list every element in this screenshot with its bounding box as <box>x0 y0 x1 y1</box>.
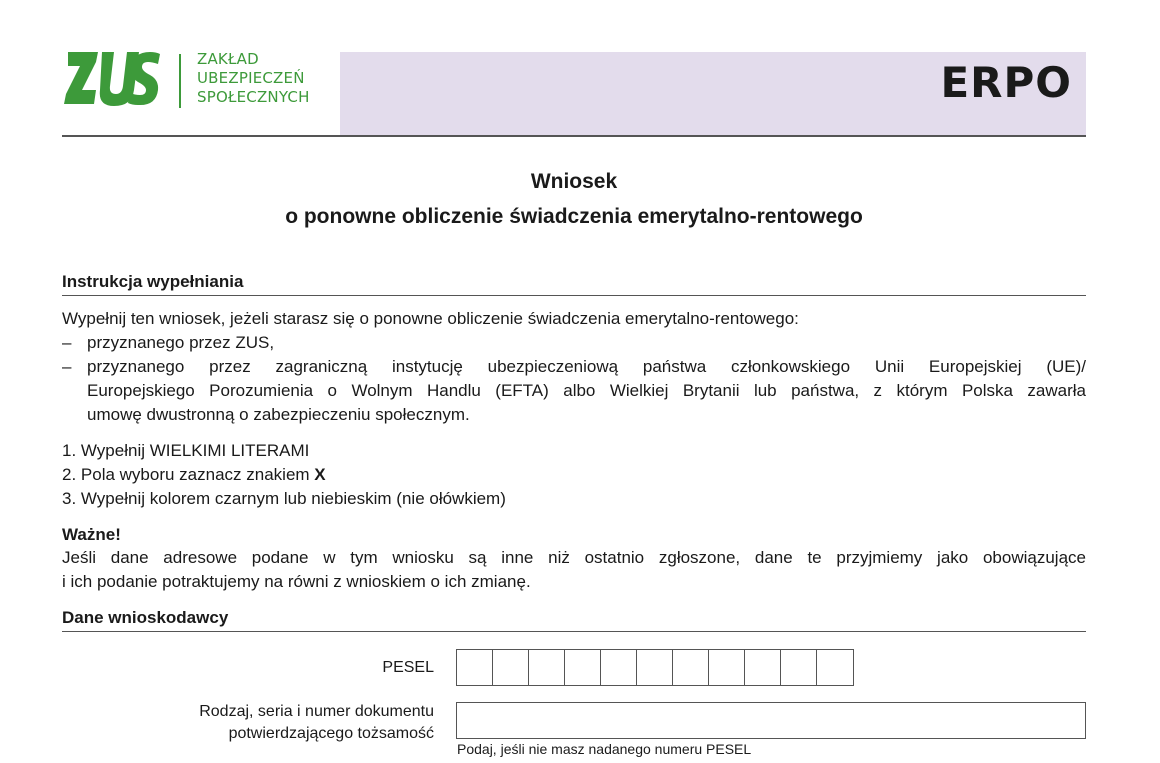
pesel-digit-cell[interactable] <box>745 650 781 685</box>
identity-document-hint: Podaj, jeśli nie masz nadanego numeru PESEL <box>457 741 752 757</box>
pesel-input[interactable] <box>456 649 854 686</box>
step-2 <box>62 463 326 487</box>
pesel-digit-cell[interactable] <box>817 650 853 685</box>
bullet-foreign-line-3: umowę dwustronną o zabezpieczeniu społecznym. <box>87 405 470 424</box>
bullet-dash-1: – <box>62 333 72 352</box>
pesel-digit-cell[interactable] <box>565 650 601 685</box>
step-2-text: 2. Pola wyboru zaznacz znakiem <box>62 465 315 484</box>
zus-logo <box>62 48 172 110</box>
pesel-digit-cell[interactable] <box>529 650 565 685</box>
header-rule <box>62 135 1086 137</box>
important-line-1: Jeśli dane adresowe podane w tym wniosku są inne niż ostatnio zgłoszone, dane te przyjmiemy jako obowiązujące <box>62 548 1086 567</box>
step-1: 1. Wypełnij WIELKIMI LITERAMI <box>62 441 310 460</box>
step-2-mark: X <box>314 465 326 484</box>
org-line-3: SPOŁECZNYCH <box>197 88 310 106</box>
form-title: Wniosek <box>530 170 618 193</box>
document-label-line-1: Rodzaj, seria i numer dokumentu <box>199 703 434 720</box>
instructions-intro: Wypełnij ten wniosek, jeżeli starasz się o ponowne obliczenie świadczenia emerytalno-rentowego: <box>62 309 799 328</box>
bullet-foreign-line-2: Europejskiego Porozumienia o Wolnym Handlu (EFTA) albo Wielkiej Brytanii lub państwa, z którym Polska zawarła <box>87 381 1086 400</box>
important-label: Ważne! <box>62 525 121 544</box>
step-3: 3. Wypełnij kolorem czarnym lub niebieskim (nie ołówkiem) <box>62 489 506 508</box>
pesel-digit-cell[interactable] <box>673 650 709 685</box>
form-code-banner <box>340 52 1086 136</box>
form-code: ERPO <box>940 58 1072 107</box>
pesel-digit-cell[interactable] <box>781 650 817 685</box>
instructions-heading: Instrukcja wypełniania <box>62 272 1086 296</box>
document-label <box>120 701 434 745</box>
form-header <box>62 48 1086 136</box>
org-line-2: UBEZPIECZEŃ <box>197 69 305 87</box>
pesel-digit-cell[interactable] <box>601 650 637 685</box>
bullet-dash-2: – <box>62 357 72 376</box>
pesel-digit-cell[interactable] <box>457 650 493 685</box>
pesel-digit-cell[interactable] <box>493 650 529 685</box>
pesel-label: PESEL <box>382 659 434 676</box>
document-label-line-2: potwierdzającego tożsamość <box>228 725 434 742</box>
identity-document-field[interactable] <box>456 702 1086 739</box>
applicant-heading: Dane wnioskodawcy <box>62 608 1086 632</box>
bullet-zus: przyznanego przez ZUS, <box>87 333 275 352</box>
form-subtitle: o ponowne obliczenie świadczenia emerytalno-rentowego <box>285 205 863 228</box>
org-line-1: ZAKŁAD <box>197 50 259 68</box>
pesel-digit-cell[interactable] <box>637 650 673 685</box>
important-line-2: i ich podanie potraktujemy na równi z wnioskiem o ich zmianę. <box>62 572 531 591</box>
logo-divider <box>179 54 181 108</box>
zus-logo-graphic <box>62 48 162 108</box>
pesel-digit-cell[interactable] <box>709 650 745 685</box>
organization-name <box>197 50 310 107</box>
bullet-foreign-line-1: przyznanego przez zagraniczną instytucję ubezpieczeniową państwa członkowskiego Unii Europejskiej (UE)/ <box>87 357 1086 376</box>
